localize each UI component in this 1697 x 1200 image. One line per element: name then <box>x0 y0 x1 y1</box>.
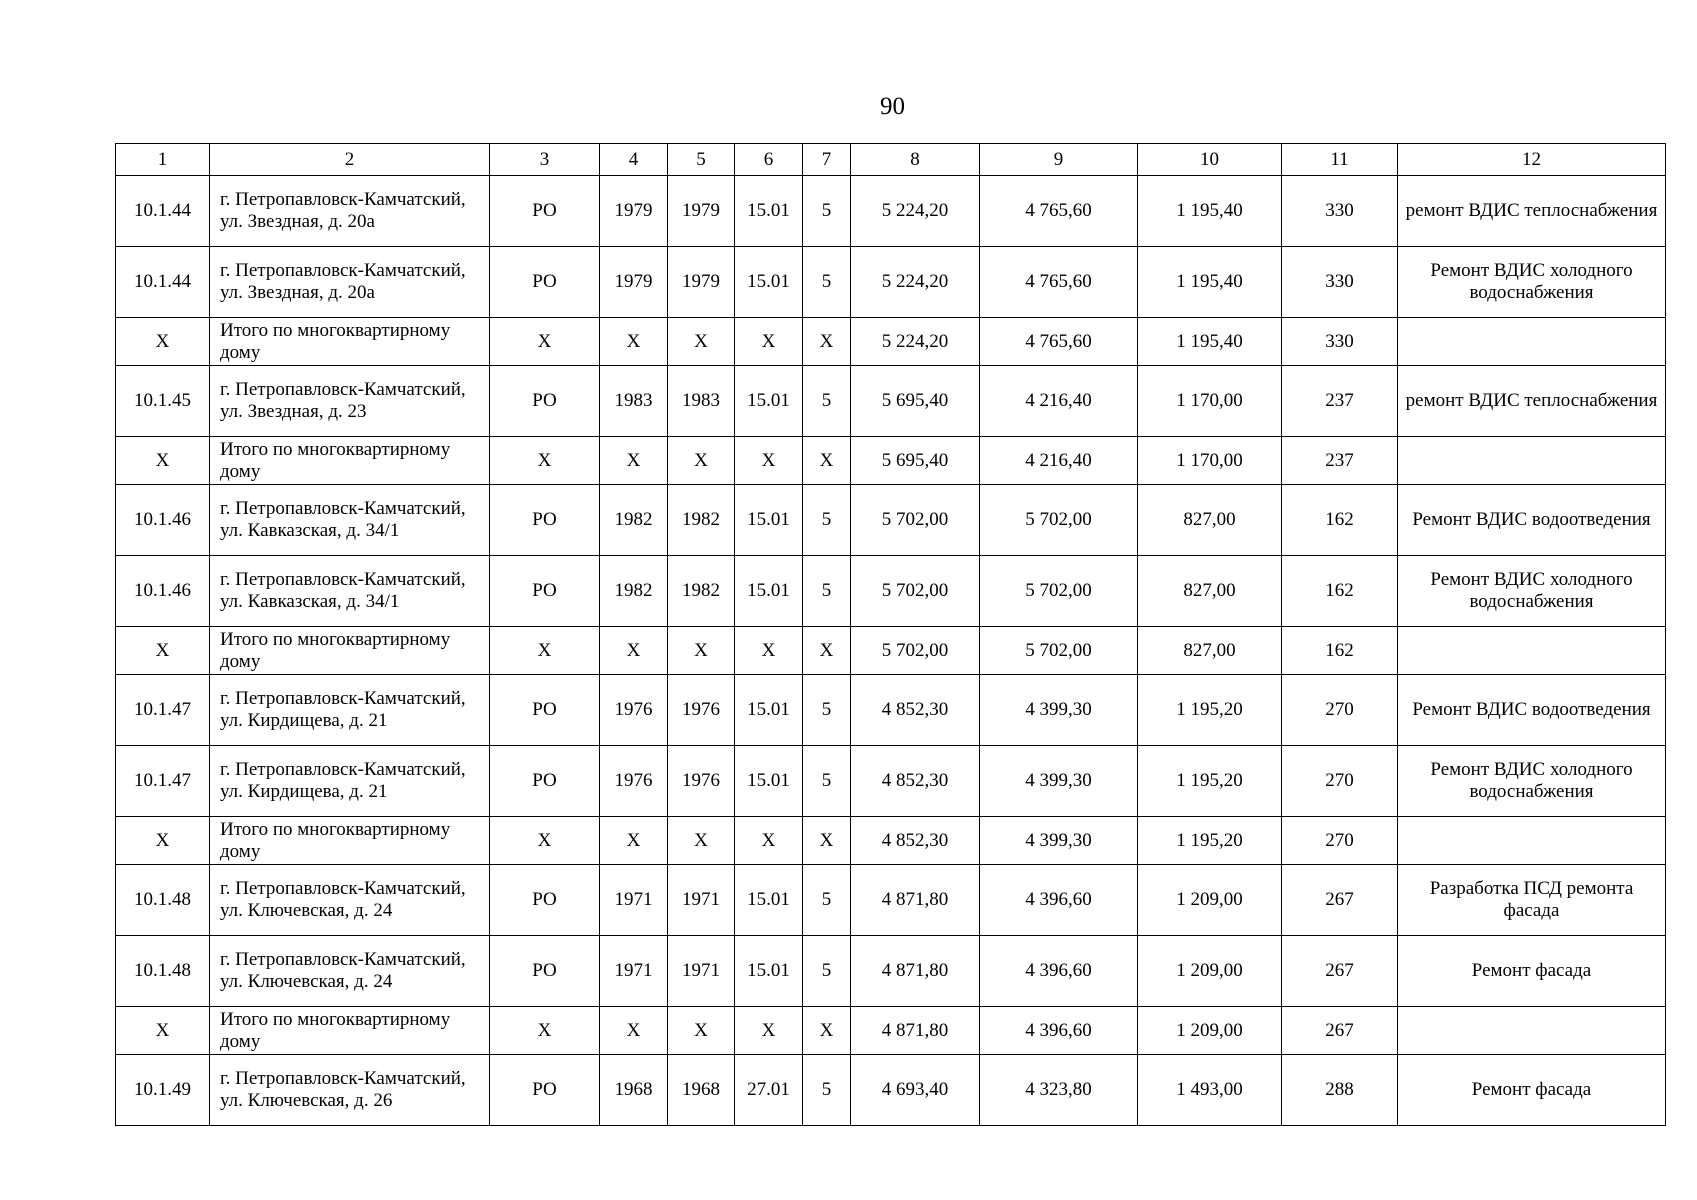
column-header: 8 <box>851 144 980 176</box>
table-cell: 1982 <box>668 556 735 627</box>
table-cell: 5 <box>803 675 851 746</box>
total-row <box>116 437 1666 485</box>
table-cell <box>1398 627 1666 675</box>
table-cell: 1 170,00 <box>1138 366 1282 437</box>
total-row <box>116 318 1666 366</box>
table-cell: 1983 <box>600 366 668 437</box>
table-cell: 1979 <box>600 247 668 318</box>
table-cell: ремонт ВДИС теплоснабжения <box>1398 176 1666 247</box>
table-cell: 162 <box>1282 556 1398 627</box>
table-cell: 1 195,20 <box>1138 817 1282 865</box>
table-cell: г. Петропавловск-Камчатский, ул. Кавказская, д. 34/1 <box>210 556 490 627</box>
table-cell: 1971 <box>668 865 735 936</box>
table-cell: РО <box>490 1055 600 1126</box>
table-cell: г. Петропавловск-Камчатский, ул. Звездная, д. 23 <box>210 366 490 437</box>
table-cell: 1968 <box>600 1055 668 1126</box>
table-cell: 5 702,00 <box>851 627 980 675</box>
column-header: 3 <box>490 144 600 176</box>
table-cell: 5 702,00 <box>980 556 1138 627</box>
table-cell: Х <box>668 817 735 865</box>
table-cell: Итого по многоквартирному дому <box>210 1007 490 1055</box>
table-cell: Итого по многоквартирному дому <box>210 817 490 865</box>
table-cell: 4 396,60 <box>980 1007 1138 1055</box>
table-row <box>116 865 1666 936</box>
column-header: 7 <box>803 144 851 176</box>
table-cell: 162 <box>1282 485 1398 556</box>
table-cell: 237 <box>1282 437 1398 485</box>
table-row <box>116 1055 1666 1126</box>
table-cell: Х <box>600 1007 668 1055</box>
table-cell: Х <box>735 817 803 865</box>
table-cell: 10.1.48 <box>116 865 210 936</box>
table-cell: 1 493,00 <box>1138 1055 1282 1126</box>
table-row <box>116 675 1666 746</box>
table-cell: 4 852,30 <box>851 675 980 746</box>
table-cell: 267 <box>1282 936 1398 1007</box>
table-cell: 1982 <box>600 556 668 627</box>
table-cell: 5 702,00 <box>851 485 980 556</box>
table-cell: Ремонт ВДИС водоотведения <box>1398 485 1666 556</box>
table-cell: РО <box>490 865 600 936</box>
table-cell: 10.1.46 <box>116 485 210 556</box>
table-cell: 10.1.44 <box>116 176 210 247</box>
table-cell: г. Петропавловск-Камчатский, ул. Кирдищева, д. 21 <box>210 675 490 746</box>
table-cell: Х <box>668 627 735 675</box>
table-cell: РО <box>490 675 600 746</box>
table-cell: 4 693,40 <box>851 1055 980 1126</box>
table-cell: 4 396,60 <box>980 865 1138 936</box>
table-cell: Х <box>116 318 210 366</box>
table-cell: 827,00 <box>1138 627 1282 675</box>
table-cell: 4 765,60 <box>980 176 1138 247</box>
table-cell: 5 <box>803 936 851 1007</box>
table-cell: Х <box>116 1007 210 1055</box>
table-cell: 4 871,80 <box>851 1007 980 1055</box>
table-cell: 1971 <box>600 865 668 936</box>
table-cell: 5 695,40 <box>851 366 980 437</box>
table-cell: 4 871,80 <box>851 865 980 936</box>
table-cell: 5 224,20 <box>851 247 980 318</box>
table-cell: 1979 <box>668 247 735 318</box>
table-cell: г. Петропавловск-Камчатский, ул. Кавказская, д. 34/1 <box>210 485 490 556</box>
column-header: 11 <box>1282 144 1398 176</box>
table-cell: Х <box>116 817 210 865</box>
table-cell: Х <box>735 318 803 366</box>
table-cell: 15.01 <box>735 485 803 556</box>
table-cell: 15.01 <box>735 176 803 247</box>
table-cell: 1976 <box>600 746 668 817</box>
table-cell: Х <box>600 627 668 675</box>
table-cell: 4 765,60 <box>980 318 1138 366</box>
table-cell: 4 852,30 <box>851 746 980 817</box>
table-cell: Х <box>803 817 851 865</box>
table-cell: 1979 <box>668 176 735 247</box>
table-cell: Х <box>803 627 851 675</box>
table-row <box>116 936 1666 1007</box>
table-cell: Ремонт ВДИС холодного водоснабжения <box>1398 746 1666 817</box>
table-cell: 4 396,60 <box>980 936 1138 1007</box>
table-cell: 827,00 <box>1138 556 1282 627</box>
table-cell: 1 209,00 <box>1138 1007 1282 1055</box>
table-cell: 15.01 <box>735 675 803 746</box>
table-cell: 5 <box>803 1055 851 1126</box>
table-cell: Х <box>735 1007 803 1055</box>
table-cell: Ремонт фасада <box>1398 1055 1666 1126</box>
table-cell: Х <box>490 627 600 675</box>
table-cell: 15.01 <box>735 556 803 627</box>
table-cell: 4 216,40 <box>980 437 1138 485</box>
table-cell: 270 <box>1282 675 1398 746</box>
table-cell: 5 702,00 <box>980 627 1138 675</box>
table-cell: Итого по многоквартирному дому <box>210 437 490 485</box>
table-cell: 270 <box>1282 746 1398 817</box>
table-cell: Разработка ПСД ремонта фасада <box>1398 865 1666 936</box>
table-cell: г. Петропавловск-Камчатский, ул. Ключевская, д. 24 <box>210 936 490 1007</box>
table-row <box>116 247 1666 318</box>
table-cell: 10.1.45 <box>116 366 210 437</box>
table-cell: РО <box>490 556 600 627</box>
table-cell: 1979 <box>600 176 668 247</box>
table-cell: 1 195,40 <box>1138 318 1282 366</box>
column-header: 9 <box>980 144 1138 176</box>
table-cell: 1971 <box>668 936 735 1007</box>
table-cell: 1982 <box>600 485 668 556</box>
table-cell: 10.1.48 <box>116 936 210 1007</box>
table-cell: 15.01 <box>735 247 803 318</box>
total-row <box>116 1007 1666 1055</box>
table-cell: Х <box>490 817 600 865</box>
table-cell: РО <box>490 485 600 556</box>
table-cell: Итого по многоквартирному дому <box>210 627 490 675</box>
table-cell: 267 <box>1282 1007 1398 1055</box>
table-cell: 288 <box>1282 1055 1398 1126</box>
table-cell: Ремонт фасада <box>1398 936 1666 1007</box>
table-cell: 1 209,00 <box>1138 936 1282 1007</box>
table-cell: Ремонт ВДИС холодного водоснабжения <box>1398 247 1666 318</box>
table-cell: 4 399,30 <box>980 817 1138 865</box>
table-cell: 5 <box>803 746 851 817</box>
table-cell: 4 399,30 <box>980 675 1138 746</box>
table-cell <box>1398 1007 1666 1055</box>
table-cell: РО <box>490 366 600 437</box>
table-cell: РО <box>490 746 600 817</box>
table-cell: 1976 <box>668 746 735 817</box>
table-cell: РО <box>490 936 600 1007</box>
table-body <box>116 144 1666 1126</box>
table-cell: 10.1.46 <box>116 556 210 627</box>
table-cell: 27.01 <box>735 1055 803 1126</box>
table-cell: 267 <box>1282 865 1398 936</box>
table-cell: Х <box>803 437 851 485</box>
table-row <box>116 366 1666 437</box>
table-cell: 1 170,00 <box>1138 437 1282 485</box>
table-cell: Ремонт ВДИС холодного водоснабжения <box>1398 556 1666 627</box>
table-cell: 270 <box>1282 817 1398 865</box>
table-cell: 5 <box>803 176 851 247</box>
table-cell: 5 702,00 <box>980 485 1138 556</box>
total-row <box>116 627 1666 675</box>
table-cell: Х <box>116 627 210 675</box>
page-number: 90 <box>880 93 905 120</box>
table-cell: 1976 <box>600 675 668 746</box>
table-cell: 5 <box>803 485 851 556</box>
table-cell: г. Петропавловск-Камчатский, ул. Ключевская, д. 26 <box>210 1055 490 1126</box>
table-cell: Х <box>490 318 600 366</box>
table-cell: Х <box>116 437 210 485</box>
table-cell: 5 <box>803 865 851 936</box>
table-cell: 10.1.49 <box>116 1055 210 1126</box>
table-cell: 10.1.44 <box>116 247 210 318</box>
table-cell: 1 209,00 <box>1138 865 1282 936</box>
table-cell: 1982 <box>668 485 735 556</box>
table-cell: 4 399,30 <box>980 746 1138 817</box>
column-header: 6 <box>735 144 803 176</box>
column-header: 5 <box>668 144 735 176</box>
table-cell: 4 323,80 <box>980 1055 1138 1126</box>
column-header: 4 <box>600 144 668 176</box>
table-cell: Х <box>600 817 668 865</box>
table-cell: 4 871,80 <box>851 936 980 1007</box>
table-cell: 5 <box>803 366 851 437</box>
data-table <box>115 143 1666 1126</box>
table-row <box>116 176 1666 247</box>
table-cell: 4 852,30 <box>851 817 980 865</box>
table-cell: Х <box>600 318 668 366</box>
column-header: 12 <box>1398 144 1666 176</box>
table-cell: Х <box>668 318 735 366</box>
table-cell: Итого по многоквартирному дому <box>210 318 490 366</box>
table-cell: Х <box>735 627 803 675</box>
table-cell: 1968 <box>668 1055 735 1126</box>
column-header: 1 <box>116 144 210 176</box>
table-row <box>116 485 1666 556</box>
column-header: 10 <box>1138 144 1282 176</box>
table-cell: РО <box>490 176 600 247</box>
table-cell: 5 702,00 <box>851 556 980 627</box>
table-cell: Х <box>803 1007 851 1055</box>
table-cell: Х <box>490 1007 600 1055</box>
table-cell: 4 216,40 <box>980 366 1138 437</box>
table-cell: 5 224,20 <box>851 176 980 247</box>
table-cell: 330 <box>1282 176 1398 247</box>
table-cell: г. Петропавловск-Камчатский, ул. Звездная, д. 20а <box>210 176 490 247</box>
table-cell: Х <box>803 318 851 366</box>
total-row <box>116 817 1666 865</box>
table-cell: 15.01 <box>735 865 803 936</box>
table-cell: 1971 <box>600 936 668 1007</box>
table-row <box>116 746 1666 817</box>
table-cell: 10.1.47 <box>116 675 210 746</box>
table-cell: 1 195,20 <box>1138 746 1282 817</box>
table-cell: г. Петропавловск-Камчатский, ул. Звездная, д. 20а <box>210 247 490 318</box>
table-cell: 330 <box>1282 318 1398 366</box>
table-cell: г. Петропавловск-Камчатский, ул. Кирдищева, д. 21 <box>210 746 490 817</box>
table-cell: Х <box>735 437 803 485</box>
table-cell: 5 224,20 <box>851 318 980 366</box>
table-cell: Ремонт ВДИС водоотведения <box>1398 675 1666 746</box>
table-cell: 1 195,40 <box>1138 176 1282 247</box>
table-cell: 827,00 <box>1138 485 1282 556</box>
table-cell: 1976 <box>668 675 735 746</box>
table-cell: 237 <box>1282 366 1398 437</box>
table-cell: Х <box>668 1007 735 1055</box>
header-row <box>116 144 1666 176</box>
table-cell: 1 195,40 <box>1138 247 1282 318</box>
table-cell: 1983 <box>668 366 735 437</box>
table-cell: Х <box>600 437 668 485</box>
table-cell: 5 <box>803 247 851 318</box>
table-cell: РО <box>490 247 600 318</box>
table-cell: ремонт ВДИС теплоснабжения <box>1398 366 1666 437</box>
table-cell: 5 <box>803 556 851 627</box>
table-cell: 1 195,20 <box>1138 675 1282 746</box>
table-cell: Х <box>490 437 600 485</box>
table-cell: 15.01 <box>735 746 803 817</box>
table-cell: 162 <box>1282 627 1398 675</box>
table-cell: г. Петропавловск-Камчатский, ул. Ключевская, д. 24 <box>210 865 490 936</box>
table-cell: 330 <box>1282 247 1398 318</box>
table-cell: 10.1.47 <box>116 746 210 817</box>
table-cell <box>1398 318 1666 366</box>
table-row <box>116 556 1666 627</box>
table-cell: 5 695,40 <box>851 437 980 485</box>
table-cell: 4 765,60 <box>980 247 1138 318</box>
table-cell: 15.01 <box>735 366 803 437</box>
table-cell: Х <box>668 437 735 485</box>
table-cell: 15.01 <box>735 936 803 1007</box>
table-cell <box>1398 817 1666 865</box>
column-header: 2 <box>210 144 490 176</box>
table-cell <box>1398 437 1666 485</box>
